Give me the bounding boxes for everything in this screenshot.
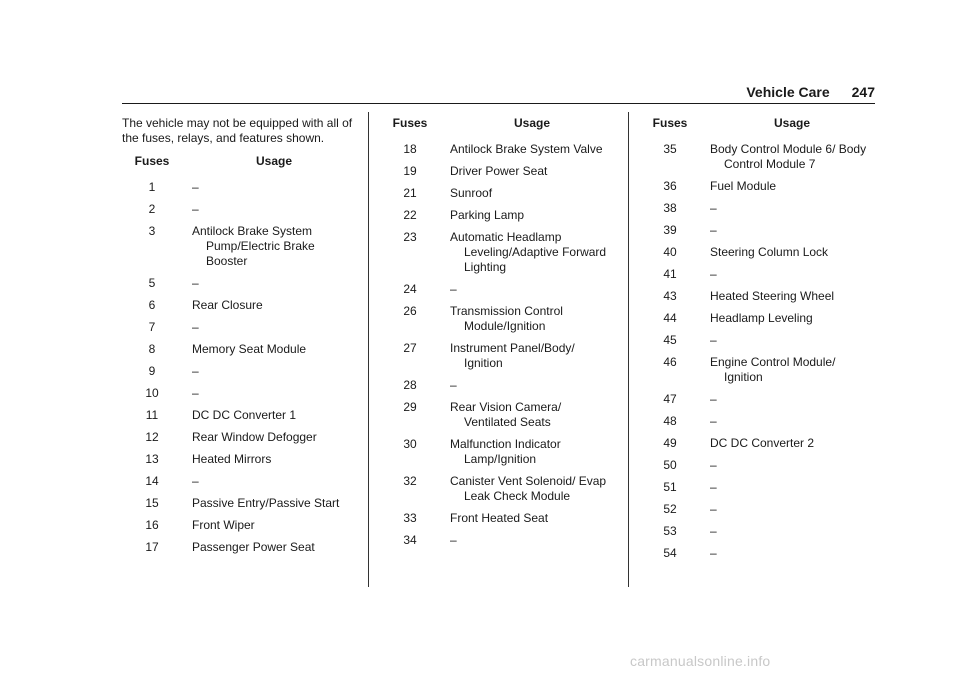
fuse-number: 40: [663, 245, 677, 259]
fuses-header: Fuses: [392, 116, 428, 130]
fuse-number: 43: [663, 289, 677, 303]
fuse-usage: –: [450, 533, 457, 547]
table-row: [122, 496, 356, 518]
fuse-usage: –: [192, 386, 199, 400]
fuse-table-1: [122, 154, 356, 562]
fuse-usage: Body Control Module 6/ Body Control Module 7: [710, 142, 867, 171]
fuse-usage: Front Wiper: [192, 518, 255, 532]
fuse-number: 22: [403, 208, 417, 222]
usage-header: Usage: [513, 116, 551, 130]
table-row: [640, 201, 874, 223]
fuses-header: Fuses: [134, 154, 170, 168]
fuse-usage: Parking Lamp: [450, 208, 525, 222]
table-row: [380, 511, 614, 533]
fuse-usage: Rear Closure: [192, 298, 263, 312]
table-row: [122, 202, 356, 224]
fuse-number: 34: [403, 533, 417, 547]
fuse-usage: Engine Control Module/ Ignition: [710, 355, 836, 384]
table-row: [640, 546, 874, 568]
fuse-number: 35: [663, 142, 677, 156]
column-1: [122, 116, 358, 562]
fuse-number: 45: [663, 333, 677, 347]
table-row: [122, 408, 356, 430]
fuse-number: 23: [403, 230, 417, 244]
fuse-usage: Memory Seat Module: [192, 342, 307, 356]
fuse-number: 24: [403, 282, 417, 296]
fuse-number: 9: [148, 364, 156, 378]
fuse-number: 32: [403, 474, 417, 488]
fuse-number: 26: [403, 304, 417, 318]
fuse-number: 11: [145, 408, 159, 422]
fuse-usage: Antilock Brake System Valve: [450, 142, 603, 156]
fuse-usage: –: [450, 282, 457, 296]
table-row: [380, 186, 614, 208]
table-row: [122, 276, 356, 298]
table-row: [640, 179, 874, 201]
fuse-number: 5: [148, 276, 156, 290]
watermark: carmanualsonline.info: [630, 653, 771, 669]
fuse-usage: Rear Window Defogger: [192, 430, 317, 444]
fuse-usage: Rear Vision Camera/ Ventilated Seats: [450, 400, 562, 429]
table-row: [640, 458, 874, 480]
table-row: [380, 230, 614, 282]
table-row: [640, 333, 874, 355]
fuse-usage: –: [710, 392, 717, 406]
fuse-number: 8: [148, 342, 156, 356]
table-row: [122, 298, 356, 320]
fuse-number: 6: [148, 298, 156, 312]
table-row: [640, 245, 874, 267]
table-row: [380, 282, 614, 304]
usage-header: Usage: [255, 154, 293, 168]
fuse-usage: –: [710, 546, 717, 560]
fuse-usage: –: [710, 480, 717, 494]
fuse-usage: –: [710, 524, 717, 538]
table-row: [122, 474, 356, 496]
fuse-number: 1: [148, 180, 156, 194]
fuse-usage: Transmission Control Module/Ignition: [450, 304, 563, 333]
fuse-number: 14: [145, 474, 159, 488]
fuse-number: 44: [663, 311, 677, 325]
fuse-table-3: [640, 116, 874, 568]
fuse-number: 46: [663, 355, 677, 369]
fuse-usage: Front Heated Seat: [450, 511, 549, 525]
fuse-number: 41: [663, 267, 677, 281]
table-row: [122, 364, 356, 386]
table-row: [122, 320, 356, 342]
table-row: [380, 341, 614, 378]
fuse-number: 51: [663, 480, 677, 494]
table-row: [380, 164, 614, 186]
fuse-number: 53: [663, 524, 677, 538]
column-3: [640, 116, 876, 568]
table-row: [380, 208, 614, 230]
table-row: [380, 533, 614, 555]
fuse-usage: –: [192, 180, 199, 194]
table-row: [640, 311, 874, 333]
table-row: [640, 436, 874, 458]
table-row: [380, 304, 614, 341]
page-header: [660, 85, 875, 105]
fuse-usage: –: [710, 458, 717, 472]
fuse-number: 33: [403, 511, 417, 525]
table-row: [640, 267, 874, 289]
fuse-number: 7: [148, 320, 156, 334]
table-row: [640, 392, 874, 414]
fuse-usage: Steering Column Lock: [710, 245, 829, 259]
fuse-usage: –: [192, 202, 199, 216]
fuse-number: 17: [145, 540, 159, 554]
fuse-number: 52: [663, 502, 677, 516]
fuse-number: 49: [663, 436, 677, 450]
fuse-number: 39: [663, 223, 677, 237]
table-row: [122, 452, 356, 474]
fuse-usage: Passenger Power Seat: [192, 540, 315, 554]
table-row: [122, 224, 356, 276]
table-row: [380, 474, 614, 511]
fuse-number: 54: [663, 546, 677, 560]
table-row: [640, 502, 874, 524]
fuse-usage: –: [710, 333, 717, 347]
fuse-number: 13: [145, 452, 159, 466]
fuse-number: 18: [403, 142, 417, 156]
fuse-usage: Driver Power Seat: [450, 164, 548, 178]
fuse-usage: –: [710, 223, 717, 237]
fuse-usage: –: [710, 502, 717, 516]
table-row: [380, 142, 614, 164]
fuse-usage: –: [192, 320, 199, 334]
table-row: [380, 437, 614, 474]
fuse-usage: Headlamp Leveling: [710, 311, 813, 325]
table-row: [122, 342, 356, 364]
fuse-usage: Malfunction Indicator Lamp/Ignition: [450, 437, 561, 466]
fuse-usage: Passive Entry/Passive Start: [192, 496, 340, 510]
header-rule: [122, 103, 875, 104]
table-row: [122, 386, 356, 408]
fuse-number: 15: [145, 496, 159, 510]
table-row: [640, 223, 874, 245]
table-row: [640, 480, 874, 502]
fuses-header: Fuses: [652, 116, 688, 130]
fuse-usage: –: [450, 378, 457, 392]
fuse-number: 21: [403, 186, 417, 200]
fuse-number: 12: [145, 430, 159, 444]
table-row: [122, 430, 356, 452]
table-row: [380, 400, 614, 437]
fuse-number: 27: [403, 341, 417, 355]
table-row: [640, 524, 874, 546]
fuse-usage: Canister Vent Solenoid/ Evap Leak Check Module: [450, 474, 607, 503]
fuse-number: 3: [148, 224, 156, 238]
fuse-number: 50: [663, 458, 677, 472]
column-divider: [628, 112, 629, 587]
fuse-number: 47: [663, 392, 677, 406]
fuse-number: 36: [663, 179, 677, 193]
fuse-usage: Heated Steering Wheel: [710, 289, 835, 303]
fuse-number: 29: [403, 400, 417, 414]
fuse-number: 10: [145, 386, 159, 400]
fuse-number: 19: [403, 164, 417, 178]
fuse-usage: Antilock Brake System Pump/Electric Brake Booster: [192, 224, 315, 268]
fuse-usage: –: [192, 364, 199, 378]
table-row: [122, 518, 356, 540]
fuse-number: 30: [403, 437, 417, 451]
usage-header: Usage: [773, 116, 811, 130]
fuse-usage: –: [710, 201, 717, 215]
table-row: [640, 355, 874, 392]
table-row: [122, 180, 356, 202]
fuse-usage: Fuel Module: [710, 179, 777, 193]
fuse-table-2: [380, 116, 614, 555]
fuse-usage: Sunroof: [450, 186, 493, 200]
column-2: [380, 116, 616, 555]
fuse-usage: DC DC Converter 2: [710, 436, 815, 450]
table-row: [122, 540, 356, 562]
fuse-number: 48: [663, 414, 677, 428]
fuse-usage: –: [192, 474, 199, 488]
intro-text: The vehicle may not be equipped with all of the fuses, relays, and features shown.: [122, 116, 353, 145]
fuse-usage: Automatic Headlamp Leveling/Adaptive Forward Lighting: [450, 230, 607, 274]
fuse-usage: DC DC Converter 1: [192, 408, 297, 422]
fuse-number: 28: [403, 378, 417, 392]
column-divider: [368, 112, 369, 587]
table-row: [640, 289, 874, 311]
fuse-number: 2: [148, 202, 156, 216]
table-row: [640, 142, 874, 179]
table-row: [380, 378, 614, 400]
page-number: 247: [851, 84, 875, 100]
section-title: Vehicle Care: [746, 84, 830, 100]
fuse-usage: Heated Mirrors: [192, 452, 272, 466]
fuse-number: 16: [145, 518, 159, 532]
fuse-usage: –: [192, 276, 199, 290]
fuse-number: 38: [663, 201, 677, 215]
fuse-usage: –: [710, 267, 717, 281]
fuse-usage: Instrument Panel/Body/ Ignition: [450, 341, 575, 370]
fuse-usage: –: [710, 414, 717, 428]
table-row: [640, 414, 874, 436]
